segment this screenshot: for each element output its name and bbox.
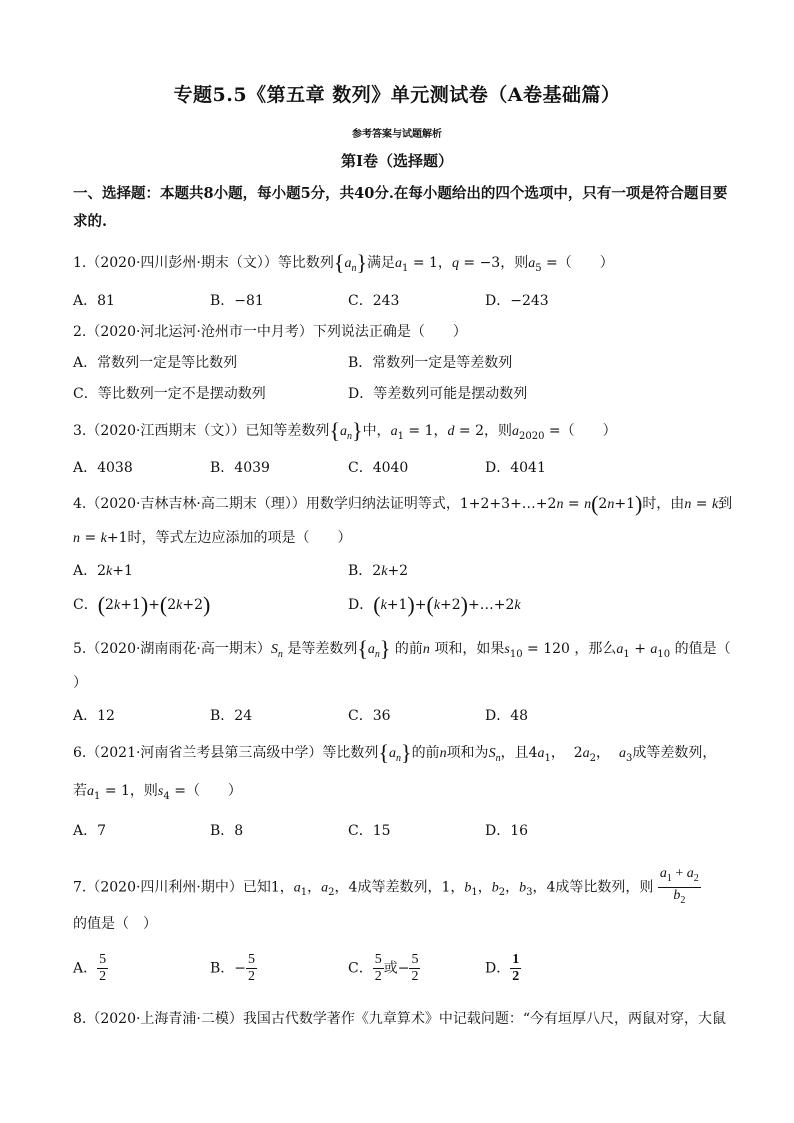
question-6: 6.（2021·河南省兰考县第三高级中学）等比数列$\{a_n\}$的前n项和为$S_n$，且$4a_1$， $2a_2$， $a_3$成等差数列， [73,740,717,765]
q7-option-c: C． $\frac{5}{2}$ 或− $\frac{5}{2}$ [348,952,419,984]
q1-option-b: B．−81 [210,293,264,309]
q4-option-b: B．2k+2 [348,563,409,579]
q7-fraction: $\frac{a_1 + a_2}{b_2}$ [659,866,699,906]
question-4-line2: n = k+1时，等式左边应添加的项是（ ） [73,530,352,546]
question-8: 8.（2020·上海青浦·二模）我国古代数学著作《九章算术》中记载问题：“今有垣厚八尺，两鼠对穿，大鼠 [73,1011,727,1027]
part-heading: 第Ⅰ卷（选择题） [340,152,454,170]
q1-option-d: D．−243 [485,293,549,309]
question-6-line2: 若$a_1 = 1$，则$s_4$ =（ ） [73,783,242,802]
q7-option-d: D． $\frac{1}{2}$ [485,952,520,984]
q4-option-d: D．(k+1)+(k+2)+…+2k [348,592,521,617]
q5-option-d: D．48 [485,708,529,724]
q6-option-a: A．7 [73,823,107,839]
q7-option-b: B．− $\frac{5}{2}$ [210,952,256,984]
q6-option-b: B．8 [210,823,244,839]
page-subtitle: 参考答案与试题解析 [352,129,442,140]
question-7: 7.（2020·四川利州·期中）已知1，$a_1$，$a_2$，4成等差数列，1，$b_1$，$b_2$，$b_3$，4成等比数列，则 $\frac{a_1 + a_2}{b_2}$ [73,866,701,909]
question-5: 5.（2020·湖南雨花·高一期末）$S_n$ 是等差数列$\{a_n\}$ 的前n 项和，如果$s_{10} = 120$ ，那么$a_1 + a_{10}$ 的值是（ [73,636,731,661]
question-4: 4.（2020·吉林吉林·高二期末（理））用数学归纳法证明等式，1+2+3+…+2n = n(2n+1)时，由n = k到 [73,491,733,516]
page-title: 专题5.5《第五章 数列》单元测试卷（A卷基础篇） [173,84,621,106]
q1-option-a: A．81 [73,293,115,309]
q4-option-c: C．(2k+1)+(2k+2) [73,592,211,617]
q2-option-b: B．常数列一定是等差数列 [348,355,513,371]
q3-option-d: D．4041 [485,460,546,476]
q5-option-c: C．36 [348,708,391,724]
q3-option-a: A．4038 [73,460,133,476]
section-instructions-line2: 求的. [73,213,108,230]
question-1: 1.（2020·四川彭州·期末（文））等比数列$\{a_n\}$满足$a_1 = 1$，q = −3，则$a_5$ =（ ） [73,250,614,275]
question-2: 2.（2020·河北运河·沧州市一中月考）下列说法正确是（ ） [73,324,467,340]
q5-option-b: B．24 [210,708,253,724]
q1-option-c: C．243 [348,293,400,309]
question-7-line2: 的值是（ ） [73,916,157,932]
question-3: 3.（2020·江西期末（文））已知等差数列$\{a_n\}$中，$a_1 = 1$，d = 2，则$a_{2020}$ =（ ） [73,418,617,443]
q6-option-d: D．16 [485,823,529,839]
q3-option-b: B．4039 [210,460,270,476]
q2-option-a: A．常数列一定是等比数列 [73,355,238,371]
q7-option-a: A． $\frac{5}{2}$ [73,952,107,984]
question-5-line2: ） [73,675,87,691]
q4-option-a: A．2k+1 [73,563,133,579]
q3-option-c: C．4040 [348,460,409,476]
section-instructions-line1: 一、选择题：本题共8小题，每小题5分，共40分.在每小题给出的四个选项中，只有一项是符合题目要 [73,185,728,202]
q6-option-c: C．15 [348,823,391,839]
q5-option-a: A．12 [73,708,115,724]
q2-option-d: D．等差数列可能是摆动数列 [348,386,528,402]
q2-option-c: C．等比数列一定不是摆动数列 [73,386,266,402]
